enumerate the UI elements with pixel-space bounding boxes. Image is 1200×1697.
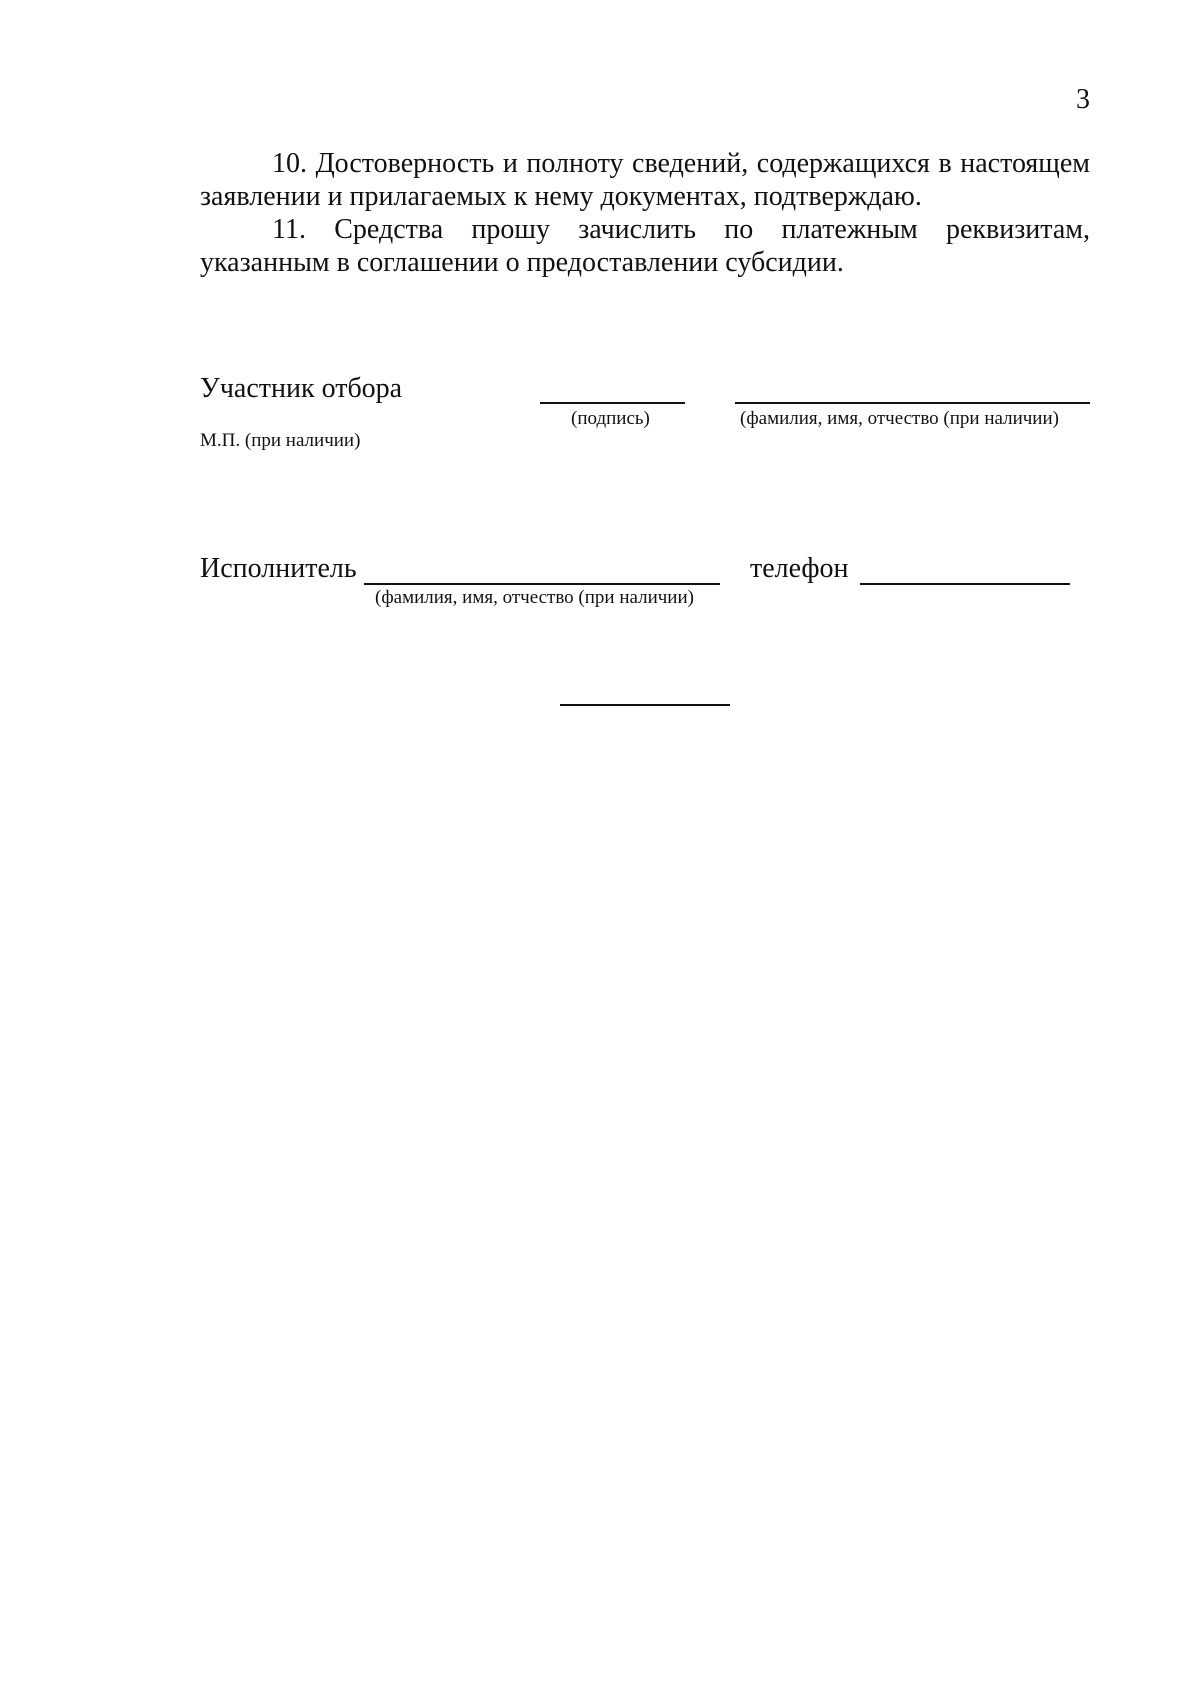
paragraph-10: 10. Достоверность и полноту сведений, содержащихся в настоящем заявлении и прилагаемых к нему документах, подтверждаю.: [200, 148, 1090, 212]
executor-label: Исполнитель: [200, 553, 357, 584]
end-separator-line: [560, 704, 730, 706]
executor-caption: (фамилия, имя, отчество (при наличии): [375, 587, 694, 608]
participant-label: Участник отбора: [200, 373, 403, 404]
signature-line[interactable]: [540, 402, 685, 404]
full-name-caption: (фамилия, имя, отчество (при наличии): [740, 408, 1059, 429]
paragraph-11-block: [200, 213, 1090, 279]
paragraph-11: 11. Средства прошу зачислить по платежным реквизитам, указанным в соглашении о предоставлении субсидии.: [200, 214, 1090, 278]
executor-name-line[interactable]: [364, 583, 720, 585]
stamp-label: М.П. (при наличии): [200, 430, 361, 451]
phone-label: телефон: [750, 553, 849, 584]
signature-caption: (подпись): [571, 408, 650, 429]
page-number: 3: [1076, 84, 1090, 115]
paragraph-10-block: [200, 147, 1090, 213]
phone-line[interactable]: [860, 583, 1070, 585]
full-name-line[interactable]: [735, 402, 1090, 404]
